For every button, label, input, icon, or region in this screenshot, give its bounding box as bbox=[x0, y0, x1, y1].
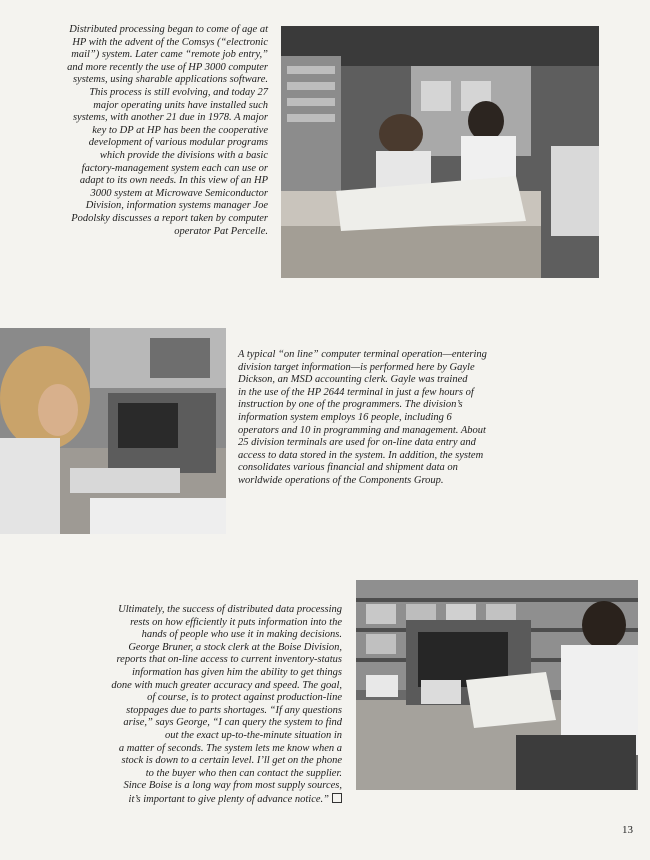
caption-line: This process is still evolving, and today 27 bbox=[89, 86, 268, 98]
caption-line: major operating units have installed such bbox=[93, 99, 268, 111]
caption-line: of course, is to protect against production-line bbox=[147, 692, 342, 704]
photo-computer-room bbox=[281, 26, 599, 278]
caption-line: George Bruner, a stock clerk at the Boise Division, bbox=[128, 641, 342, 653]
caption-line: HP with the advent of the Comsys (“electronic bbox=[72, 36, 268, 48]
caption-line: 3000 system at Microwave Semiconductor bbox=[90, 187, 268, 199]
caption-line: stock is down to a certain level. I’ll get on the phone bbox=[121, 755, 342, 767]
caption-line: reports that on-line access to current inventory-status bbox=[116, 654, 342, 666]
caption-line: Division, information systems manager Joe bbox=[85, 200, 268, 212]
caption-line: A typical “on line” computer terminal operation—entering bbox=[238, 349, 487, 360]
caption-line: which provide the divisions with a basic bbox=[99, 149, 268, 161]
caption-line: Distributed processing began to come of age at bbox=[69, 24, 268, 35]
caption-line: worldwide operations of the Components Group. bbox=[238, 474, 444, 486]
caption-top bbox=[30, 24, 268, 238]
caption-line: instruction by one of the programmers. The division’s bbox=[238, 399, 463, 411]
caption-line: done with much greater accuracy and speed. The goal, bbox=[111, 679, 342, 691]
end-mark-icon bbox=[332, 793, 342, 803]
page-number: 13 bbox=[622, 824, 633, 836]
caption-line: hands of people who use it in making decisions. bbox=[141, 629, 342, 641]
caption-line: adapt to its own needs. In this view of an HP bbox=[79, 175, 268, 187]
caption-line: consolidates various financial and shipment data on bbox=[238, 462, 458, 474]
caption-line: stoppages due to parts shortages. “If any questions bbox=[126, 704, 342, 716]
caption-bottom bbox=[60, 604, 342, 807]
photo-terminal-operator bbox=[0, 328, 226, 534]
caption-line: in the use of the HP 2644 terminal in just a few hours of bbox=[238, 386, 474, 398]
caption-line: systems, with another 21 due in 1978. A major bbox=[72, 112, 268, 124]
caption-line: systems, using sharable applications software. bbox=[72, 74, 268, 86]
photo-stock-clerk bbox=[356, 580, 638, 790]
caption-line: out the exact up-to-the-minute situation in bbox=[164, 729, 342, 741]
caption-middle bbox=[238, 349, 520, 488]
caption-line: arise,” says George, “I can query the system to find bbox=[123, 717, 342, 729]
caption-line: information has given him the ability to get things bbox=[132, 666, 342, 678]
caption-line: operators and 10 in programming and management. About bbox=[238, 424, 486, 436]
caption-line: access to data stored in the system. In addition, the system bbox=[238, 449, 484, 461]
caption-line: Podolsky discusses a report taken by computer bbox=[71, 212, 268, 224]
caption-line: Ultimately, the success of distributed data processing bbox=[118, 604, 342, 615]
caption-line: operator Pat Percelle. bbox=[174, 225, 268, 237]
caption-line: it’s important to give plenty of advance notice.” bbox=[128, 793, 329, 805]
caption-line: Since Boise is a long way from most supply sources, bbox=[123, 780, 342, 792]
caption-line: to the buyer who then can contact the supplier. bbox=[145, 767, 342, 779]
caption-line: division target information—is performed here by Gayle bbox=[238, 361, 475, 373]
caption-line: factory-management system each can use or bbox=[81, 162, 268, 174]
caption-line: information system employs 16 people, including 6 bbox=[238, 411, 452, 423]
caption-line: 25 division terminals are used for on-line data entry and bbox=[238, 437, 476, 449]
caption-line: mail”) system. Later came “remote job entry,” bbox=[71, 49, 268, 61]
caption-line: key to DP at HP has been the cooperative bbox=[92, 124, 268, 136]
caption-line: rests on how efficiently it puts information into the bbox=[130, 616, 342, 628]
caption-line: a matter of seconds. The system lets me know when a bbox=[118, 742, 342, 754]
caption-line: and more recently the use of HP 3000 computer bbox=[67, 61, 268, 73]
caption-line: Dickson, an MSD accounting clerk. Gayle was trained bbox=[238, 374, 468, 386]
caption-line: development of various modular programs bbox=[88, 137, 268, 149]
